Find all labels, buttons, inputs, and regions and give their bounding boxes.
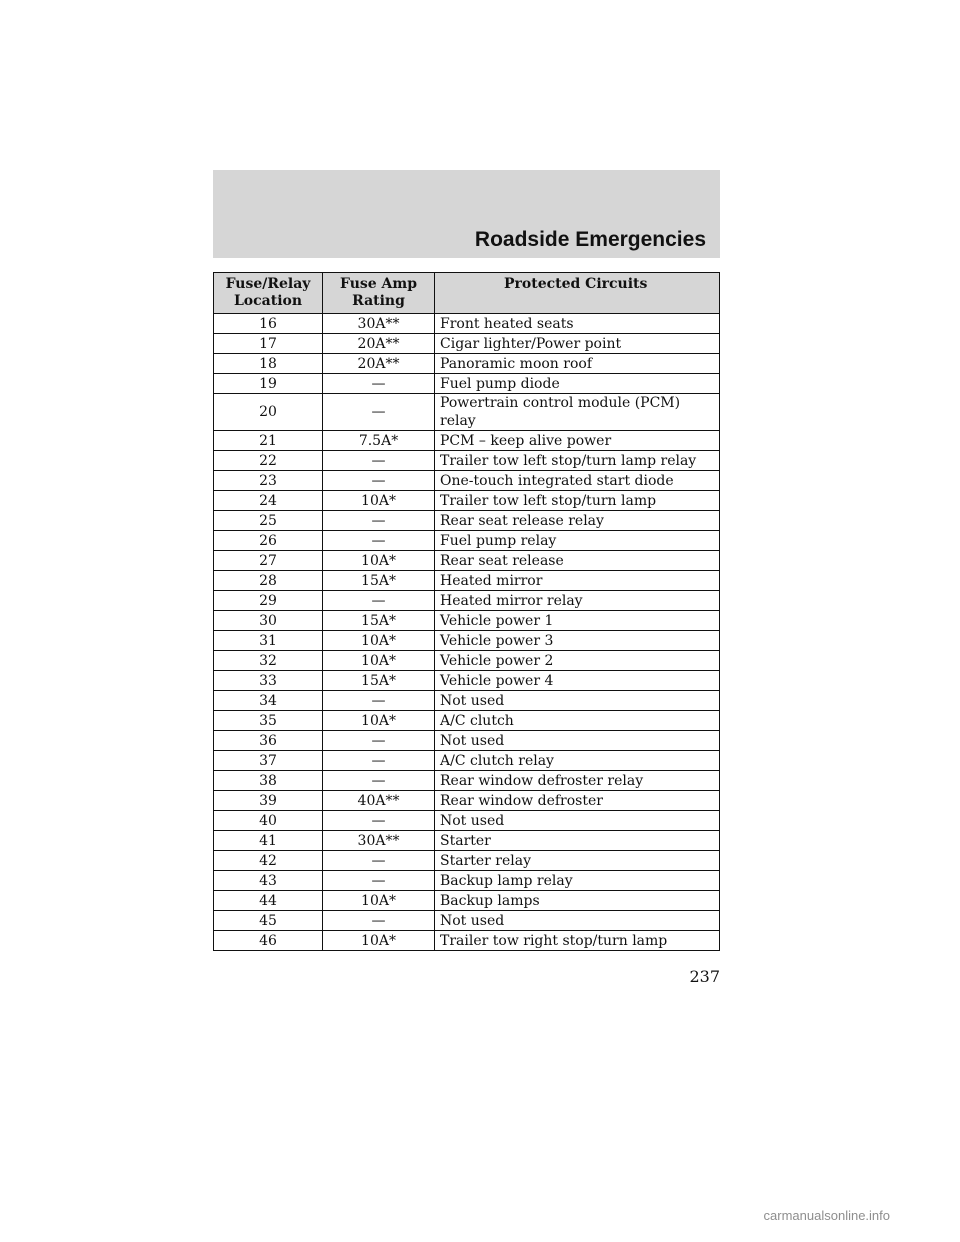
header-row [214, 273, 720, 314]
table-row [214, 431, 720, 451]
cell-location: 35 [214, 711, 323, 731]
table-row [214, 771, 720, 791]
table-row [214, 871, 720, 891]
cell-location: 17 [214, 334, 323, 354]
cell-amp-rating: — [323, 771, 435, 791]
cell-location: 34 [214, 691, 323, 711]
cell-location: 28 [214, 571, 323, 591]
section-title: Roadside Emergencies [474, 228, 706, 251]
cell-location: 42 [214, 851, 323, 871]
cell-protected-circuit: Powertrain control module (PCM) relay [435, 394, 720, 431]
table-row [214, 591, 720, 611]
table-row [214, 511, 720, 531]
column-header-protected-circuits: Protected Circuits [435, 273, 720, 314]
cell-location: 39 [214, 791, 323, 811]
cell-protected-circuit: Rear window defroster relay [435, 771, 720, 791]
table-row [214, 451, 720, 471]
cell-location: 46 [214, 931, 323, 951]
cell-protected-circuit: Backup lamps [435, 891, 720, 911]
cell-protected-circuit: Cigar lighter/Power point [435, 334, 720, 354]
table-row [214, 334, 720, 354]
cell-location: 44 [214, 891, 323, 911]
cell-location: 19 [214, 374, 323, 394]
table-row [214, 831, 720, 851]
cell-location: 24 [214, 491, 323, 511]
table-row [214, 491, 720, 511]
cell-protected-circuit: Vehicle power 3 [435, 631, 720, 651]
table-row [214, 931, 720, 951]
section-header [213, 170, 720, 258]
cell-protected-circuit: PCM – keep alive power [435, 431, 720, 451]
cell-location: 40 [214, 811, 323, 831]
cell-location: 43 [214, 871, 323, 891]
table-row [214, 551, 720, 571]
cell-protected-circuit: Starter relay [435, 851, 720, 871]
cell-protected-circuit: One-touch integrated start diode [435, 471, 720, 491]
cell-location: 25 [214, 511, 323, 531]
cell-amp-rating: — [323, 374, 435, 394]
cell-amp-rating: 15A* [323, 571, 435, 591]
column-header-location: Fuse/Relay Location [214, 273, 323, 314]
cell-location: 37 [214, 751, 323, 771]
cell-amp-rating: — [323, 511, 435, 531]
cell-amp-rating: 10A* [323, 491, 435, 511]
cell-amp-rating: 10A* [323, 551, 435, 571]
cell-location: 23 [214, 471, 323, 491]
cell-amp-rating: — [323, 911, 435, 931]
cell-location: 20 [214, 394, 323, 431]
cell-amp-rating: 30A** [323, 831, 435, 851]
table-header [214, 273, 720, 314]
table-row [214, 791, 720, 811]
cell-location: 18 [214, 354, 323, 374]
cell-amp-rating: 10A* [323, 631, 435, 651]
cell-amp-rating: 10A* [323, 711, 435, 731]
cell-location: 38 [214, 771, 323, 791]
cell-protected-circuit: Front heated seats [435, 314, 720, 334]
table-row [214, 374, 720, 394]
cell-protected-circuit: Heated mirror relay [435, 591, 720, 611]
cell-amp-rating: — [323, 731, 435, 751]
table-row [214, 394, 720, 431]
cell-location: 21 [214, 431, 323, 451]
cell-amp-rating: 40A** [323, 791, 435, 811]
cell-protected-circuit: A/C clutch [435, 711, 720, 731]
cell-amp-rating: 7.5A* [323, 431, 435, 451]
cell-amp-rating: 10A* [323, 891, 435, 911]
cell-protected-circuit: Heated mirror [435, 571, 720, 591]
cell-amp-rating: — [323, 591, 435, 611]
column-header-amp-rating: Fuse Amp Rating [323, 273, 435, 314]
cell-amp-rating: — [323, 394, 435, 431]
cell-amp-rating: — [323, 531, 435, 551]
cell-amp-rating: — [323, 471, 435, 491]
table-row [214, 731, 720, 751]
cell-protected-circuit: Rear seat release [435, 551, 720, 571]
cell-location: 27 [214, 551, 323, 571]
cell-amp-rating: 10A* [323, 931, 435, 951]
table-row [214, 571, 720, 591]
table-row [214, 611, 720, 631]
cell-amp-rating: — [323, 751, 435, 771]
cell-amp-rating: 15A* [323, 611, 435, 631]
table-row [214, 531, 720, 551]
cell-amp-rating: — [323, 811, 435, 831]
table-body [214, 314, 720, 951]
cell-location: 36 [214, 731, 323, 751]
cell-protected-circuit: Trailer tow left stop/turn lamp [435, 491, 720, 511]
cell-protected-circuit: Rear seat release relay [435, 511, 720, 531]
cell-protected-circuit: Vehicle power 2 [435, 651, 720, 671]
cell-protected-circuit: Trailer tow left stop/turn lamp relay [435, 451, 720, 471]
cell-protected-circuit: Rear window defroster [435, 791, 720, 811]
page-number: 237 [689, 967, 720, 986]
table-row [214, 314, 720, 334]
cell-amp-rating: — [323, 871, 435, 891]
cell-location: 16 [214, 314, 323, 334]
cell-amp-rating: 20A** [323, 334, 435, 354]
cell-amp-rating: — [323, 451, 435, 471]
cell-protected-circuit: Panoramic moon roof [435, 354, 720, 374]
cell-amp-rating: 15A* [323, 671, 435, 691]
cell-location: 32 [214, 651, 323, 671]
table-row [214, 651, 720, 671]
watermark: carmanualsonline.info [763, 1208, 890, 1223]
cell-protected-circuit: Not used [435, 691, 720, 711]
cell-location: 31 [214, 631, 323, 651]
cell-location: 33 [214, 671, 323, 691]
cell-location: 30 [214, 611, 323, 631]
cell-protected-circuit: Backup lamp relay [435, 871, 720, 891]
table-row [214, 471, 720, 491]
cell-location: 22 [214, 451, 323, 471]
table-row [214, 711, 720, 731]
table-row [214, 891, 720, 911]
table-row [214, 911, 720, 931]
cell-amp-rating: 20A** [323, 354, 435, 374]
cell-amp-rating: — [323, 851, 435, 871]
table-row [214, 671, 720, 691]
cell-amp-rating: — [323, 691, 435, 711]
cell-location: 29 [214, 591, 323, 611]
cell-protected-circuit: Vehicle power 4 [435, 671, 720, 691]
table-row [214, 851, 720, 871]
table-row [214, 811, 720, 831]
table-row [214, 631, 720, 651]
cell-location: 45 [214, 911, 323, 931]
cell-protected-circuit: Not used [435, 731, 720, 751]
cell-protected-circuit: Not used [435, 911, 720, 931]
cell-amp-rating: 30A** [323, 314, 435, 334]
cell-protected-circuit: Vehicle power 1 [435, 611, 720, 631]
cell-protected-circuit: Not used [435, 811, 720, 831]
table-row [214, 691, 720, 711]
cell-location: 26 [214, 531, 323, 551]
cell-protected-circuit: Fuel pump relay [435, 531, 720, 551]
cell-protected-circuit: Trailer tow right stop/turn lamp [435, 931, 720, 951]
cell-protected-circuit: Starter [435, 831, 720, 851]
cell-location: 41 [214, 831, 323, 851]
cell-amp-rating: 10A* [323, 651, 435, 671]
table-row [214, 354, 720, 374]
fuse-table [213, 272, 720, 951]
cell-protected-circuit: Fuel pump diode [435, 374, 720, 394]
cell-protected-circuit: A/C clutch relay [435, 751, 720, 771]
table-row [214, 751, 720, 771]
